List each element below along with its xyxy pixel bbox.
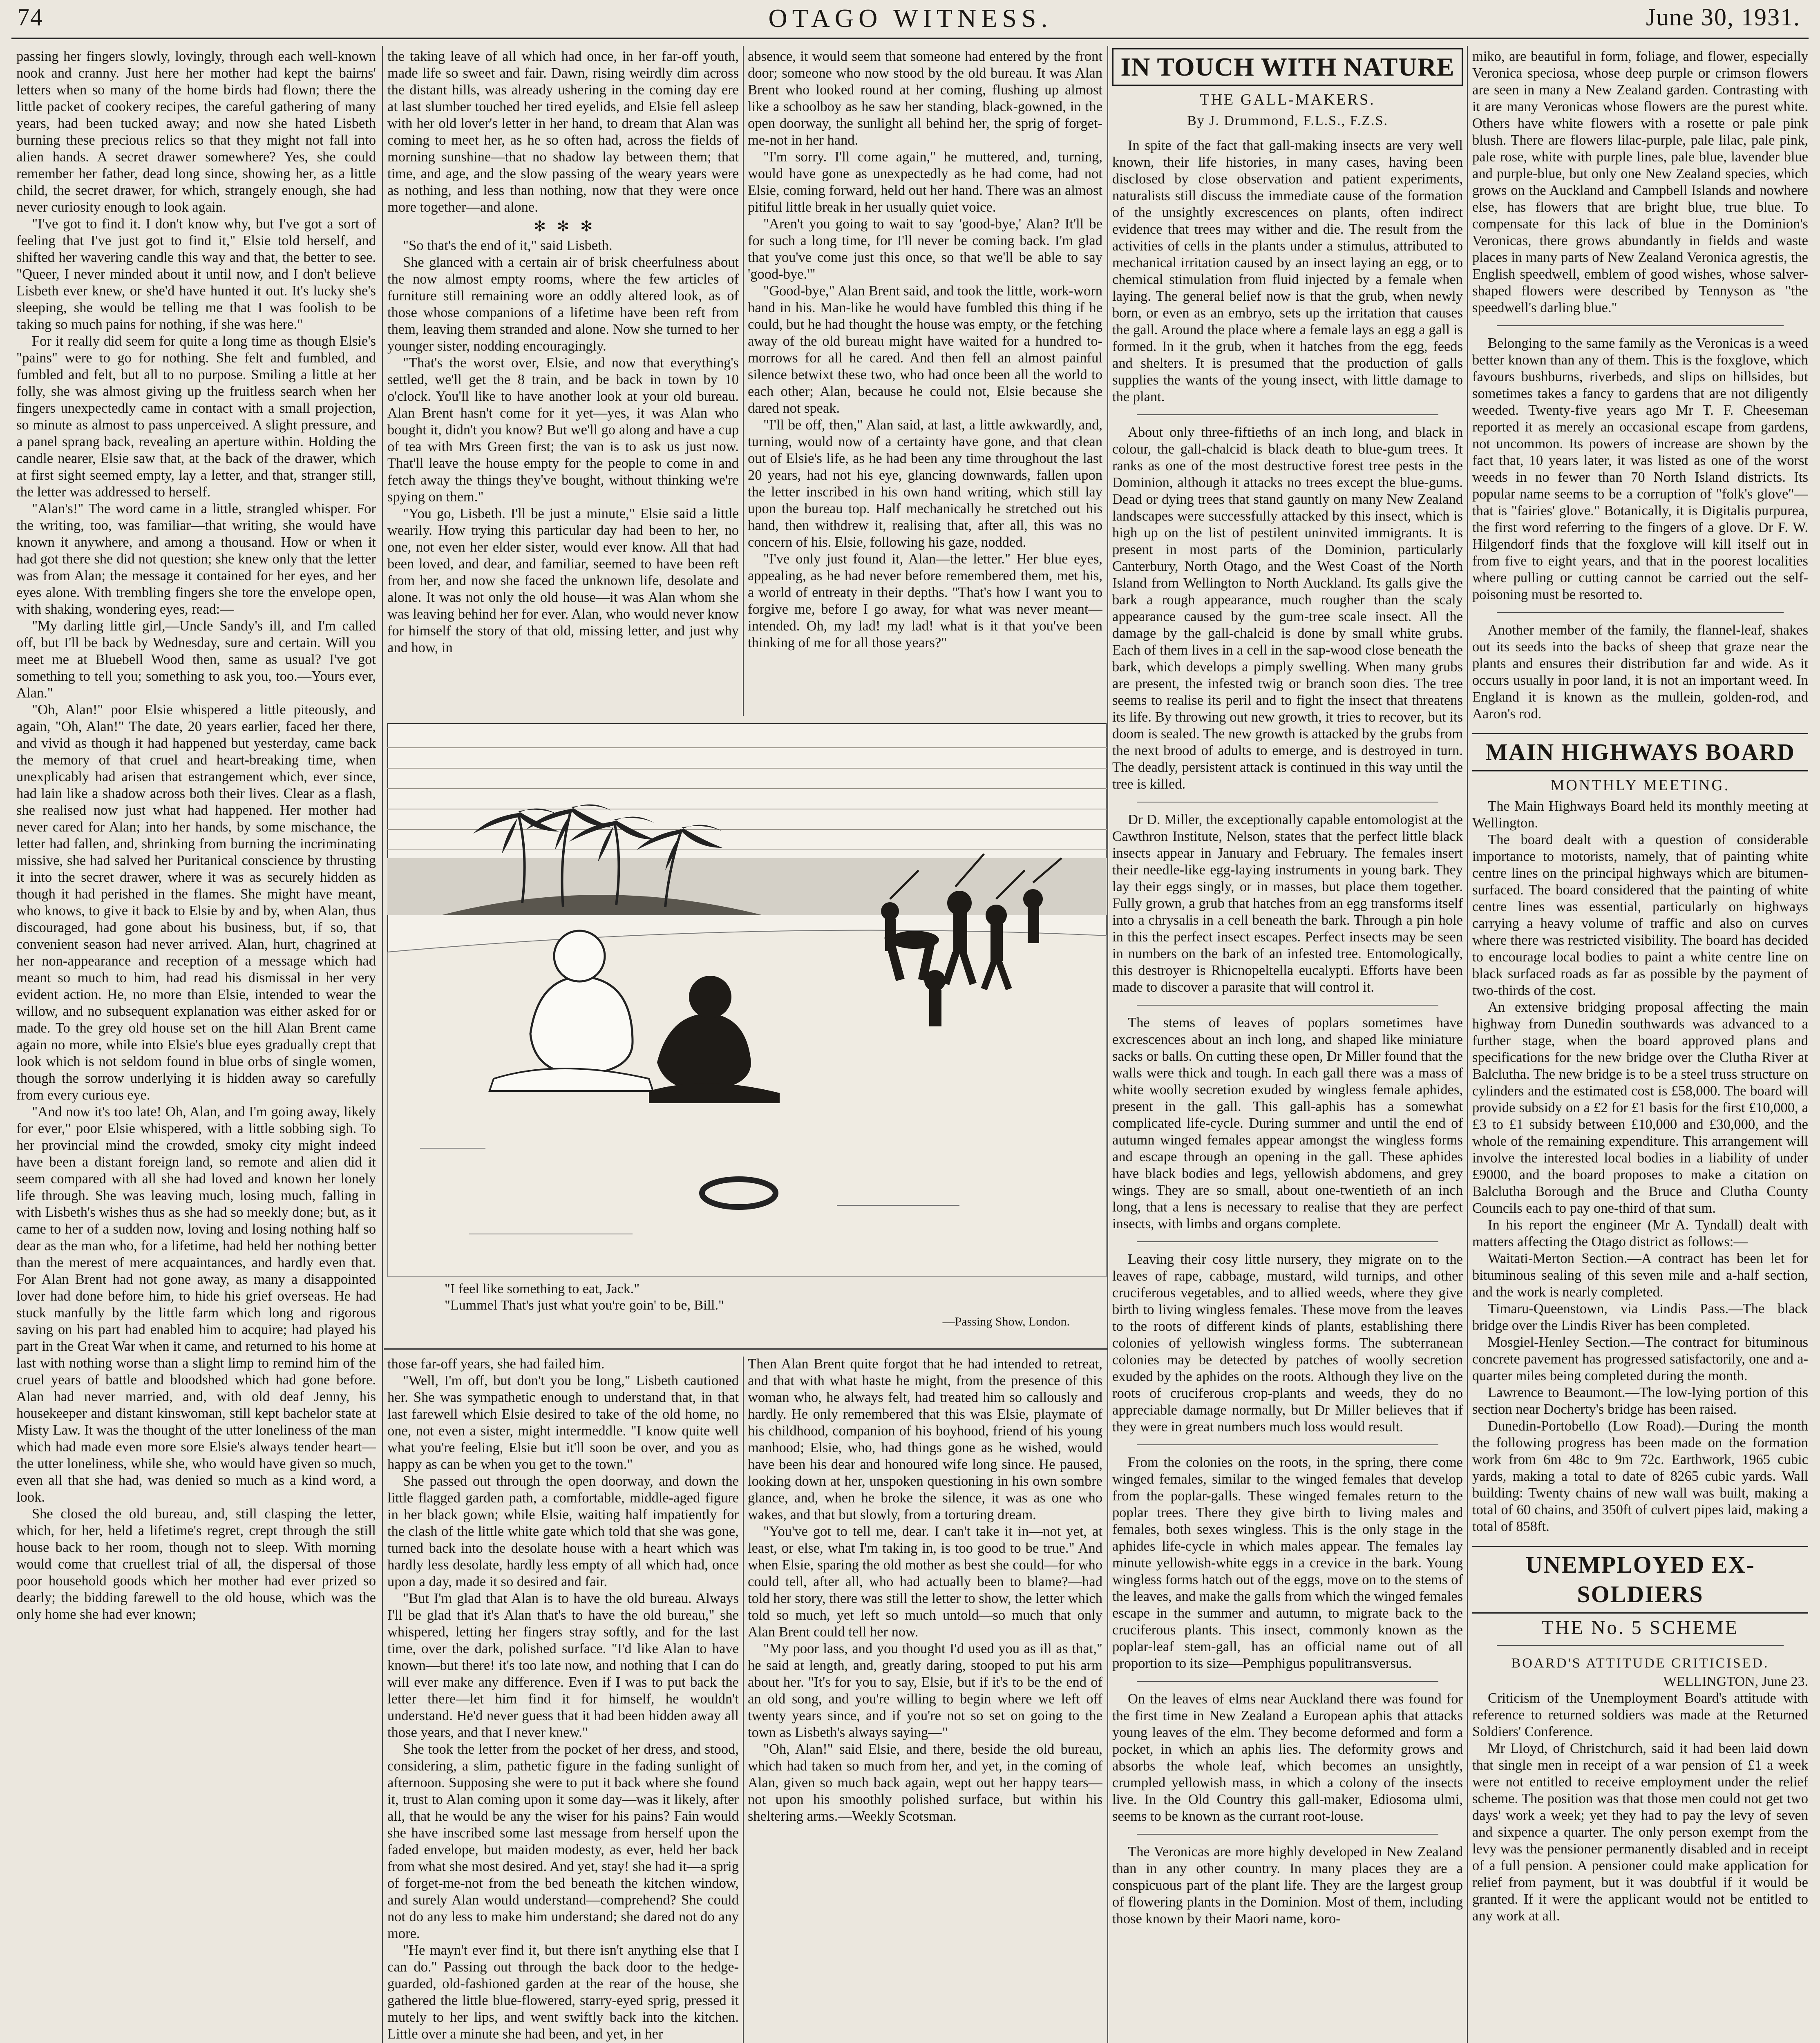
- article-paragraph: miko, are beautiful in form, foliage, and flower, especially Veronica speciosa, whose deep purple or crimson flowers are seen in many a New Zealand garden. Contrasting with it are many Veronicas whose flowers are the purest white. Others have white flowers with a rosette or pale pink blush. There are flowers lilac-purple, pale lilac, pale pink, pale rose, white with purple lines, pale blue, lavender blue and purple-blue, but only one New Zealand species, which grows on the Auckland and Campbell Islands and nowhere else, has flowers that are bright blue, true blue. To compensate for this lack of blue in the Dominion's Veronicas, there grows abundantly in fields and waste places in many parts of New Zealand Veronica agrestis, the English speedwell, emblem of good wishes, whose salver-shaped flowers were described by Tennyson as "the speedwell's darling blue.": [1472, 49, 1808, 315]
- section-divider: [1137, 1681, 1438, 1682]
- nature-heading: IN TOUCH WITH NATURE: [1112, 48, 1463, 86]
- story-paragraph: "My poor lass, and you thought I'd used you as ill as that," he said at length, and, greatly daring, stooped to put his arm about her. "It's for you to say, Elsie, but if it's to be the end of an old song, and you're willing to begin where we left off twenty years since, and if you're not so set on going to the town as Lisbeth's always saying—": [748, 1641, 1102, 1740]
- story-paragraph: those far-off years, she had failed him.: [387, 1356, 605, 1372]
- column-rule: [1107, 46, 1108, 2043]
- issue-date: June 30, 1931.: [1646, 4, 1800, 31]
- story-column-1: [16, 48, 376, 2043]
- story-column-2-top: [387, 48, 739, 718]
- article-paragraph: Criticism of the Unemployment Board's attitude with reference to returned soldiers was made at the Returned Soldiers' Conference.: [1472, 1690, 1808, 1739]
- story-paragraph: "That's the worst over, Elsie, and now that everything's settled, we'll get the 8 train, and be back in town by 10 o'clock. You'll like to have another look at your old bureau. Alan Brent hasn't come for it yet—yes, it was Alan who bought it, didn't you know? But we'll go along and have a cup of tea with Mrs Green first; the van is to ask us just now. That'll leave the house empty for the people to come in and fetch away the things they've bought, without thinking we're spying on them.": [387, 355, 739, 505]
- section-divider: [1137, 1241, 1438, 1242]
- cartoon-illustration: [387, 723, 1107, 1277]
- story-paragraph: She took the letter from the pocket of her dress, and stood, considering, a slim, pathetic figure in the fading sunlight of afternoon. Supposing she were to put it back where she found it, trust to Alan coming upon it some day—was it likely, after all, that he would be any the wiser for his pains? Fain would she have inscribed some last message from herself upon the faded envelope, but maiden modesty, as ever, held her back from what she most desired. And yet, stay! she had it—a sprig of forget-me-not from the bed beneath the kitchen window, and surely Alan would understand—comprehend? She could not do any less to make him understand; she dared not do any more.: [387, 1741, 739, 1941]
- highways-heading: MAIN HIGHWAYS BOARD: [1485, 739, 1795, 765]
- story-paragraph: For it really did seem for quite a long time as though Elsie's "pains" were to go for nothing. She felt and fumbled, and fumbled and felt, but all to no purpose. Smiling a little at her folly, she was almost giving up the fruitless search when her fingers unexpectedly came in contact with a small projection, so minute as almost to pass unperceived. A slight pressure, and a panel sprang back, revealing an aperture within. Holding the candle nearer, Elsie saw that, at the back of the drawer, which at first sight seemed empty, lay a letter, and that, stranger still, the letter was addressed to herself.: [16, 333, 376, 500]
- story-paragraph: "I've got to find it. I don't know why, but I've got a sort of feeling that I've just got to find it," Elsie told herself, and shifted her wavering candle this way and that, the better to see. "Queer, I never minded about it until now, and I don't believe Lisbeth ever knew, or she'd have hunted it out. It's lucky she's sleeping, she would be telling me that I was foolish to be taking so much pains for nothing, if she was here.": [16, 216, 376, 332]
- section-ornament: ✻ ✻ ✻: [533, 218, 593, 235]
- story-column-3-top: [748, 48, 1102, 718]
- article-paragraph: Belonging to the same family as the Veronicas is a weed better known than any of them. This is the foxglove, which favours bushburns, riverbeds, and slips on hillsides, but sometimes takes a fancy to gardens that are not diligently weeded. Twenty-five years ago Mr T. F. Cheeseman reported it as merely an occasional escape from gardens, not uncommon. Its powers of increase are shown by the fact that, 10 years later, it was listed as one of the worst weeds in no fewer than 70 North Island districts. Its popular name seems to be a corruption of "folk's glove"—that is "fairies' glove." Botanically, it is Digitalis purpurea, the first word referring to the fingers of a glove. Dr F. W. Hilgendorf finds that the foxglove will kill itself out in from five to eight years, and that in the poorest localities where pulling or cutting cannot be carried out the self-poisoning must be resorted to.: [1472, 335, 1808, 602]
- story-paragraph: "Oh, Alan!" said Elsie, and there, beside the old bureau, which had taken so much from her, and yet, in the coming of Alan, given so much back again, wept out her happy tears—not upon his smoothly polished surface, but within his sheltering arms.—Weekly Scotsman.: [748, 1741, 1102, 1824]
- article-paragraph: About only three-fiftieths of an inch long, and black in colour, the gall-chalcid is black death to blue-gum trees. It ranks as one of the most destructive forest tree pests in the Dominion, although it attacks no trees except the blue-gums. Dead or dying trees that stand gauntly on many New Zealand landscapes were successfully attacked by this insect, which is high up on the list of pestilent uninvited immigrants. It is present in most parts of the Dominion, particularly Canterbury, North Otago, and the West Coast of the North Island from Wellington to North Auckland. Its galls give the bark a rough appearance, much rougher than the scaly appearance caused by the gum-tree scale insect. All the damage by the gall-chalcid is done by small white grubs. Each of them lives in a cell in the sap-wood close beneath the bark, which develops a pimply swelling. When many grubs are present, the infested twig or branch soon dies. The tree seems to realise its peril and to fight the insect that threatens its life. By throwing out new growth, it tries to recover, but its doom is sealed. The new growth is attacked by the grubs from the next brood of adults to emerge, and is destroyed in turn. The deadly, persistent attack is continued in this way until the tree is killed.: [1112, 425, 1463, 792]
- article-paragraph: Another member of the family, the flannel-leaf, shakes out its seeds into the backs of sheep that graze near the plants and ensures their distribution far and wide. As it occurs usually in poor land, it is not an important weed. In England it is known as the mullein, golden-rod, and Aaron's rod.: [1472, 622, 1808, 722]
- caption-credit: —Passing Show, London.: [942, 1315, 1070, 1328]
- story-paragraph: the taking leave of all which had once, in her far-off youth, made life so sweet and fair. Dawn, rising weirdly dim across the distant hills, was already ushering in the coming day ere at last slumber touched her tired eyelids, and Elsie fell asleep with her old lover's letter in her hand, to dream that Alan was coming to meet her, as he so often had, across the fields of morning sunshine—that no shadow lay between them; that time, and age, and the slow passing of the weary years were as nothing, and less than nothing, now that they were once more together—and alone.: [387, 49, 739, 215]
- story-paragraph: "But I'm glad that Alan is to have the old bureau. Always I'll be glad that it's Alan that's to have the old bureau," she whispered, letting her fingers stray softly, and for the last time, over the dark, polished surface. "I'd like Alan to have known—but there! it's too late now, and nothing that I can do will ever make any difference. Even if I was to put back the letter there—let him find it for himself, he wouldn't understand. He'd never guess that it had been hidden away all those years, and that I never knew.": [387, 1591, 739, 1740]
- story-paragraph: "Good-bye," Alan Brent said, and took the little, work-worn hand in his. Man-like he would have fumbled this thing if he could, but he had thought the house was empty, or the fetching away of the old bureau might have waited for a hundred to-morrows for all he cared. And then fell an almost painful silence betwixt these two, who had once been all the world to each other; Alan, because he could not, Elsie because she dared not speak.: [748, 283, 1102, 416]
- story-paragraph: passing her fingers slowly, lovingly, through each well-known nook and cranny. Just here her mother had kept the bairns' letters when so many of the home birds had flown; there the little packet of cookery recipes, the careful gathering of many years, had been tucked away; and now she hated Lisbeth burning these precious relics so that they might not fall into alien hands. A secret drawer somewhere? Yes, she could remember her father, dead long since, showing her, as a little child, the secret drawer, for which, strangely enough, she had never curiosity enough to look again.: [16, 49, 376, 215]
- column-5: [1472, 48, 1808, 2043]
- caption-rule: [384, 1348, 1108, 1350]
- story-paragraph: "I'll be off, then," Alan said, at last, a little awkwardly, and, turning, would now of a certainty have gone, and that clean out of Elsie's life, as he had been any time throughout the last 20 years, had not his eye, glancing downwards, fallen upon the letter inscribed in his own hand writing, which still lay upon the bureau top. Half mechanically he stretched out his hand, then withdrew it, realising that, after all, this was no concern of his. Elsie, following his gaze, nodded.: [748, 417, 1102, 550]
- story-paragraph: She passed out through the open doorway, and down the little flagged garden path, a comfortable, middle-aged figure in her black gown; while Elsie, waiting half impatiently for the clash of the little white gate which told that she was gone, turned back into the desolate house with a heart which was hardly less desolate, hardly less empty of all which had, once upon a day, made it so desired and fair.: [387, 1473, 739, 1589]
- masthead: [11, 0, 1809, 38]
- story-paragraph: Then Alan Brent quite forgot that he had intended to retreat, and that with what haste he might, from the presence of this woman who, he always felt, had treated him so callously and hardly. He only remembered that this was Elsie, playmate of his childhood, companion of his boyhood, friend of his young manhood; Elsie, who, had things gone as he wished, would have been his dear and honoured wife long since. He paused, looking down at her, unspoken questioning in his own sombre glance, and, when he broke the silence, it was as one who wakes, and that but slowly, from a torturing dream.: [748, 1356, 1102, 1522]
- unemployed-heading-box: [1472, 1546, 1808, 1614]
- column-rule: [382, 46, 383, 2043]
- article-paragraph: The Veronicas are more highly developed in New Zealand than in any other country. In many places they are a conspicuous part of the plant life. They are the largest group of flowering plants in the Dominion. Most of them, including those known by their Maori name, koro-: [1112, 1844, 1463, 1927]
- unemployed-subheading: THE No. 5 SCHEME: [1541, 1617, 1739, 1638]
- article-paragraph: Leaving their cosy little nursery, they migrate on to the leaves of rape, cabbage, mustard, wild turnips, and other cruciferous vegetables, and to allied weeds, where they give birth to living wingless females. These move from the leaves to the roots of different kinds of plants, establishing there colonies of yellowish wingless forms. The subterranean colonies may be detected by patches of woolly secretion exuded by the aphides on the roots. Although they live on the roots of cruciferous crop-plants and weeds, they do no appreciable damage normally, but Dr Miller believes that if they were in great numbers much loss would result.: [1112, 1252, 1463, 1435]
- header-rule: [11, 38, 1809, 39]
- column-rule: [743, 1357, 744, 2043]
- article-paragraph: Dr D. Miller, the exceptionally capable entomologist at the Cawthron Institute, Nelson, states that the perfect little black insects appear in January and February. The females insert their needle-like egg-laying instruments in young bark. They lay their eggs singly, or in masses, but place them together. Fully grown, a grub that hatches from an egg transforms itself into a chrysalis in a cell beneath the bark. Through a pin hole in this the perfect insect escapes. Perfect insects may be seen in numbers on the bark of an infested tree. Entomologically, this destroyer is Rhicnopeltella eucalypti. Efforts have been made to discover a parasite that will control it.: [1112, 812, 1463, 995]
- article-paragraph: From the colonies on the roots, in the spring, there come winged females, similar to the winged females that develop from the poplar-galls. These winged females return to the poplar trees. There they give birth to living males and females, both sexes wingless. This is the only stage in the aphides life-cycle in which males appear. The females lay minute yellowish-white eggs in a crevice in the bark. Young wingless forms hatch out of the eggs, move on to the stems of the leaves, and make the galls from which the winged females escape in the summer and autumn, to migrate back to the cruciferous plants. This insect, commonly known as the poplar-leaf stem-gall, has an official name out of all proportion to its size—Pemphigus populitransversus.: [1112, 1455, 1463, 1671]
- section-divider: [1137, 1444, 1438, 1445]
- article-paragraph: Dunedin-Portobello (Low Road).—During the month the following progress has been made on the formation work from 6m 48c to 9m 72c. Earthwork, 1965 cubic yards, making a total to date of 8265 cubic yards. Wall building: Twenty chains of new wall was built, making a total of 60 chains, and 350ft of culvert pipes laid, making a total of 858ft.: [1472, 1418, 1808, 1534]
- article-paragraph: Timaru-Queenstown, via Lindis Pass.—The black bridge over the Lindis River has been completed.: [1472, 1301, 1808, 1333]
- highways-subheading: MONTHLY MEETING.: [1550, 777, 1730, 794]
- article-paragraph: The board dealt with a question of considerable importance to motorists, namely, that of painting white centre lines on the principal highways which are bitumen-surfaced. The board considered that the painting of white centre lines was essential, particularly on highways carrying a heavy volume of traffic and also on curves where there was restricted visibility. The board has decided to encourage local bodies to paint a white centre line on black surfaced roads as far as possible by the payment of two-thirds of the cost.: [1472, 832, 1808, 998]
- story-paragraph: "You go, Lisbeth. I'll be just a minute," Elsie said a little wearily. How trying this particular day had been to her, no one, not even her elder sister, would ever know. All that had been loved, and dear, and familiar, seemed to have been reft from her, and now she faced the unknown life, desolate and alone. It was not only the old house—it was Alan whom she was leaving behind her for ever. Alan, who would never know for himself the story of that old, missing letter, and just why and how, in: [387, 506, 739, 655]
- article-paragraph: The stems of leaves of poplars sometimes have excrescences about an inch long, and shaped like miniature sacks or balls. On cutting these open, Dr Miller found that the walls were thick and tough. In each gall there was a mass of white woolly secretion exuded by wingless female aphides, present in the gall. This gall-aphis has a somewhat complicated life-cycle. During summer and until the end of autumn winged females appear amongst the wingless forms and escape through an opening in the gall. These aphides have black bodies and legs, yellowish abdomens, and grey wings. They are so small, about one-twentieth of an inch long, that a lens is necessary to realise that they are perfect insects, with limbs and organs complete.: [1112, 1015, 1463, 1232]
- article-paragraph: On the leaves of elms near Auckland there was found for the first time in New Zealand a European aphis that attacks young leaves of the elm. They become deformed and form a pocket, in which an aphis lies. The deformity grows and absorbs the whole leaf, which becomes an unsightly, crumpled yellowish mass, in which a colony of the insects live. In the Old Country this gall-maker, Ediosoma ulmi, seems to be known as the currant root-louse.: [1112, 1691, 1463, 1824]
- article-paragraph: Mosgiel-Henley Section.—The contract for bituminous concrete pavement has progressed satisfactorily, one and a-quarter miles being completed during the month.: [1472, 1334, 1808, 1384]
- section-divider: [1497, 1645, 1784, 1646]
- article-paragraph: Lawrence to Beaumont.—The low-lying portion of this section near Docherty's bridge has been raised.: [1472, 1385, 1808, 1417]
- dateline: WELLINGTON, June 23.: [1663, 1674, 1808, 1689]
- nature-subheading: THE GALL-MAKERS.: [1200, 91, 1375, 108]
- story-paragraph: "My darling little girl,—Uncle Sandy's ill, and I'm called off, but I'll be back by Wednesday, sure and certain. Will you meet me at Bluebell Wood then, same as usual? I've got something to tell you; something to ask you, too.—Yours ever, Alan.": [16, 618, 376, 701]
- unemployed-heading: UNEMPLOYED EX-SOLDIERS: [1525, 1551, 1755, 1607]
- nature-article: [1112, 48, 1463, 2043]
- section-divider: [1137, 414, 1438, 415]
- page-number: 74: [17, 4, 43, 31]
- story-paragraph: "Well, I'm off, but don't you be long," Lisbeth cautioned her. She was sympathetic enough to understand that, in that last farewell which Elsie desired to take of the old home, no one, not even a sister, might intermeddle. "I know quite well what you're feeling, Elsie but it'll soon be over, and you as happy as can be when you get to the town.": [387, 1373, 739, 1472]
- story-paragraph: "He mayn't ever find it, but there isn't anything else that I can do." Passing out through the back door to the hedge-guarded, old-fashioned garden at the rear of the house, she gathered the little blue-flowered, starry-eyed sprig, pressed it mutely to her lips, and went swiftly back into the kitchen. Little over a minute she had been, and yet, in her: [387, 1942, 739, 2042]
- section-divider: [1137, 1005, 1438, 1006]
- column-rule: [1467, 46, 1468, 2043]
- story-column-2-bottom: [387, 1356, 739, 2043]
- article-paragraph: In his report the engineer (Mr A. Tyndall) dealt with matters affecting the Otago district as follows:—: [1472, 1217, 1808, 1249]
- nature-byline: By J. Drummond, F.L.S., F.Z.S.: [1187, 113, 1388, 128]
- article-paragraph: In spite of the fact that gall-making insects are very well known, their life histories, in many cases, having been disclosed by close observation and patient experiments, naturalists still discuss the immediate cause of the formation of the unsightly excrescences on plants, often indirect evidence that trees may wither and die. The result from the activities of cells in the plants under a stimulus, attributed to mechanical irritation caused by an insect laying an egg, or to chemical stimulation from fluid injected by a female when laying. The general belief now is that the grub, when newly born, or even as an embryo, sets up the irritation that causes the gall. Around the place where a female lays an egg a gall is formed. In it the grub, when it hatches from the egg, feeds and shelters. It is presumed that the production of galls supplies the wants of the young insect, with little damage to the plant.: [1112, 138, 1463, 405]
- article-paragraph: Waitati-Merton Section.—A contract has been let for bituminous sealing of this seven mile and a-half section, and the work is nearly completed.: [1472, 1251, 1808, 1300]
- section-divider: [1497, 325, 1784, 326]
- caption-line: "Lummel That's just what you're goin' to be, Bill.": [445, 1298, 724, 1313]
- story-paragraph: She closed the old bureau, and, still clasping the letter, which, for her, held a lifetime's regret, crept through the still house back to her room, though not to sleep. With morning would come that cruellest trial of all, the dispersal of those poor household goods which her mother had ever prized so dearly; the bidding farewell to the old house, which was the only home she had ever known;: [16, 1506, 376, 1622]
- article-paragraph: Mr Lloyd, of Christchurch, said it had been laid down that single men in receipt of a war pension of £1 a week were not entitled to receive employment under the relief scheme. The position was that those men could not get two days' work a week; yet they had to pay the levy of seven and sixpence a quarter. The only person exempt from the levy was the pensioner permanently disabled and in receipt of a full pension. A pensioner could make application for relief from payment, but it was doubtful if it would be granted. If it were the applicant would not be entitled to any work at all.: [1472, 1741, 1808, 1924]
- article-paragraph: The Main Highways Board held its monthly meeting at Wellington.: [1472, 798, 1808, 831]
- cartoon-caption: [387, 1281, 1107, 1330]
- story-paragraph: "Aren't you going to wait to say 'good-bye,' Alan? It'll be for such a long time, for I'll never be coming back. I'm glad that you've come just this once, so that we'll be able to say 'good-bye.'": [748, 216, 1102, 282]
- story-paragraph: "I've only just found it, Alan—the letter." Her blue eyes, appealing, as he had never before remembered them, met his, a world of entreaty in their depths. "That's how I want you to forgive me, before I go away, for what was never meant—intended. Oh, my lad! my lad! what is it that you've been thinking of me for all those years?": [748, 551, 1102, 650]
- section-divider: [1497, 612, 1784, 613]
- story-paragraph: "Alan's!" The word came in a little, strangled whisper. For the writing, too, was familiar—that writing, she would have known it anywhere, and among a thousand. How or when it had got there she did not question; she knew only that the letter was from Alan; the message it contained for her eyes, and her eyes alone. With trembling fingers she tore the envelope open, with shaking, wondering eyes, read:—: [16, 501, 376, 617]
- highways-heading-box: [1472, 733, 1808, 771]
- article-paragraph: An extensive bridging proposal affecting the main highway from Dunedin southwards was advanced to a further stage, when the board approved plans and specifications for the new bridge over the Clutha River at Balclutha. The new bridge is to be a steel truss structure on cylinders and the estimated cost is £58,000. The board will provide subsidy on a £2 for £1 basis for the first £10,000, a £3 to £1 subsidy between £10,000 and £30,000, and the whole of the remaining expenditure. This arrangement will involve the interested local bodies in a liability of under £9000, and the board proposes to make a citation on Balclutha Borough and the Bruce and Clutha County Councils each to pay one-third of that sum.: [1472, 999, 1808, 1216]
- story-paragraph: "So that's the end of it," said Lisbeth.: [403, 238, 613, 253]
- story-paragraph: "I'm sorry. I'll come again," he muttered, and, turning, would have gone as unexpectedly as he had come, had not Elsie, coming forward, held out her hand. There was an almost pitiful little break in her usually quiet voice.: [748, 149, 1102, 215]
- story-paragraph: She glanced with a certain air of brisk cheerfulness about the now almost empty rooms, where the few articles of furniture still remaining wore an oddly altered look, as of those whose companions of a lifetime have been reft from them, leaving them stranded and alone. Now she turned to her younger sister, nodding encouragingly.: [387, 255, 739, 354]
- unemployed-subhead: BOARD'S ATTITUDE CRITICISED.: [1511, 1656, 1769, 1671]
- newspaper-title: OTAGO WITNESS.: [768, 4, 1053, 33]
- story-column-3-bottom: [748, 1356, 1102, 2043]
- story-paragraph: absence, it would seem that someone had entered by the front door; someone who now stood by the old bureau. It was Alan Brent who looked round at her coming, flushing up almost like a schoolboy as he saw her standing, black-gowned, in the open doorway, the sunlight all behind her, the sprig of forget-me-not in her hand.: [748, 49, 1102, 148]
- story-paragraph: "Oh, Alan!" poor Elsie whispered a little piteously, and again, "Oh, Alan!" The date, 20 years earlier, faced her there, and vivid as though it had happened but yesterday, came back the memory of that cruel and heart-breaking time, when unexplicably had arisen that estrangement which, ever since, had lain like a shadow across both their lives. Clear as a flash, she realised now just what had happened. Her mother had never cared for Alan; into her hands, by some mischance, the letter had fallen, and, shrinking from burning the incriminating missive, she had salved her Puritanical conscience by thrusting it into the secret drawer, where it was as securely hidden as though it had perished in the flames. She might have meant, who knows, to give it back to Elsie by and by, when Alan, thus discouraged, had gone about his business, but, if so, that convenient season had never arrived. Alan, hurt, chagrined at her non-appearance and reception of a message which had meant so much to him, had read his dismissal in her very evident action. He, no more than Elsie, intended to wear the willow, and no subsequent explanation was either asked for or made. To the grey old house set on the hill Alan Brent came again no more, while into Elsie's blue eyes gradually crept that look which is not seldom found in blue orbs of single women, though the sorrow underlying it is hidden away so carefully from every curious eye.: [16, 702, 376, 1103]
- story-paragraph: "And now it's too late! Oh, Alan, and I'm going away, likely for ever," poor Elsie whispered, with a little sobbing sigh. To her provincial mind the crowded, smoky city might indeed have been a distant foreign land, so remote and alien did it seem compared with all she had loved and known her lonely life through. She was leaving much, losing much, falling in with Lisbeth's wishes thus as she had so meekly done; but, as it came to her of a sudden now, loving and losing nothing half so dear as the man who, for a lifetime, had held her nothing better than the merest of mere acquaintances, and hardly even that. For Alan Brent had not gone away, as many a disappointed lover had done before him, to hide his grief overseas. He had stuck manfully by the little farm which long and rigorous saving on his part had enabled him to acquire; had played his part in the Great War when it came, and returned to his home at last with nothing worse than a slight limp to remind him of the cruel years of battle and bloodshed which had gone before. Alan had never married, and, with old deaf Jenny, his housekeeper and distant kinswoman, still kept bachelor state at Misty Law. It was the thought of the utter loneliness of the man which had made even more sore Elsie's always tender heart—the utter loneliness, while she, who would have given so much, even all that she had, was denied so much as a kind word, a look.: [16, 1104, 376, 1505]
- column-rule: [743, 46, 744, 716]
- story-paragraph: "You've got to tell me, dear. I can't take it in—not yet, at least, or else, what I'm taking in, is too good to be true." And when Elsie, sparing the old mother as best she could—for who could tell, after all, who had actually been to blame?—had told her story, there was still the letter to show, the letter which told so much, yet left so much untold—so much that only Alan Brent could tell her now.: [748, 1524, 1102, 1640]
- caption-line: "I feel like something to eat, Jack.": [445, 1281, 640, 1296]
- section-divider: [1137, 1834, 1438, 1835]
